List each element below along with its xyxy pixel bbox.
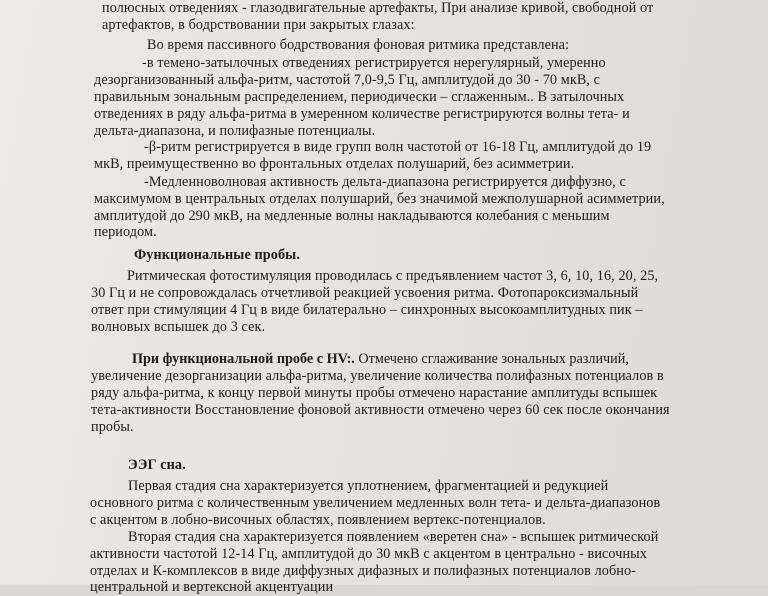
text-line: амплитудой до 290 мкВ, на медленные волны накладываются колебания с меньшим xyxy=(94,208,610,224)
text-line: Отмечено сглаживание зональных различий, xyxy=(354,351,629,367)
text-line: тета-активности Восстановление фоновой активности отмечено через 60 сек после окончания xyxy=(91,402,670,418)
text-line: артефактов, в бодрствовании при закрытых глазах: xyxy=(102,17,415,33)
text-line: активности частотой 12-14 Гц, амплитудой до 30 мкВ с акцентом в центрально - височных xyxy=(90,546,647,562)
text-line: -Медленноволновая активность дельта-диапазона регистрируется диффузно, с xyxy=(144,174,626,190)
text-line: волновых вспышек до 3 сек. xyxy=(91,319,266,335)
section-heading-hv: При функциональной пробе с HV:. xyxy=(132,351,355,367)
text-line: Первая стадия сна характеризуется уплотнением, фрагментацией и редукцией xyxy=(128,478,609,494)
text-line: максимумом в центральных отделах полушарий, без значимой межполушарной асимметрии, xyxy=(94,191,665,207)
text-line: дезорганизованный альфа-ритм, частотой 7,0-9,5 Гц, амплитудой до 30 - 70 мкВ, с xyxy=(94,72,601,88)
text-line: Ритмическая фотостимуляция проводилась с предъявлением частот 3, 6, 10, 16, 20, 25, xyxy=(127,268,659,284)
text-line: ряду альфа-ритма, к концу первой минуты пробы отмечено нарастание амплитуды вспышек xyxy=(91,385,658,401)
text-line: отведениях в ряду альфа-ритма в умеренном количестве регистрируются волны тета- и xyxy=(94,106,630,122)
text-line: периодом. xyxy=(94,224,157,240)
hv-paragraph-first-line xyxy=(132,351,629,368)
text-line: Вторая стадия сна характеризуется появлением «веретен сна» - вспышек ритмической xyxy=(128,529,659,545)
text-line: дельта-диапазона, и полифазные потенциалы. xyxy=(94,123,376,139)
text-line: центральной и вертексной акцентуации xyxy=(90,579,334,595)
text-line: полюсных отведениях - глазодвигательные артефакты, При анализе кривой, свободной от xyxy=(102,0,654,16)
text-line: 30 Гц и не сопровождалась отчетливой реакцией усвоения ритма. Фотопароксизмальный xyxy=(91,285,639,301)
text-line: ответ при стимуляции 4 Гц в виде билатерально – синхронных высокоамплитудных пик – xyxy=(91,302,643,318)
text-line: отделах и К-комплексов в виде диффузных дифазных и полифазных потенциалов лобно- xyxy=(90,563,636,579)
text-line: с акцентом в лобно-височных областях, появлением вертекс-потенциалов. xyxy=(90,512,546,528)
text-line: мкВ, преимущественно во фронтальных отделах полушарий, без асимметрии. xyxy=(94,156,575,172)
text-line: основного ритма с количественным увеличением медленных волн тета- и дельта-диапазонов xyxy=(90,495,661,511)
section-heading-sleep-eeg: ЭЭГ сна. xyxy=(128,457,186,473)
section-heading-functional-tests: Функциональные пробы. xyxy=(134,247,300,263)
text-line: правильным зональным распределением, периодически – сглаженным.. В затылочных xyxy=(94,89,625,105)
text-line: Во время пассивного бодрствования фоновая ритмика представлена: xyxy=(147,37,570,53)
text-line: увеличение дезорганизации альфа-ритма, увеличение количества полифазных потенциалов в xyxy=(91,368,664,384)
text-line: пробы. xyxy=(91,419,134,435)
text-line: -в темено-затылочных отведениях регистрируется нерегулярный, умеренно xyxy=(142,55,606,71)
text-line: -β-ритм регистрируется в виде групп волн частотой от 16-18 Гц, амплитудой до 19 xyxy=(144,139,652,155)
